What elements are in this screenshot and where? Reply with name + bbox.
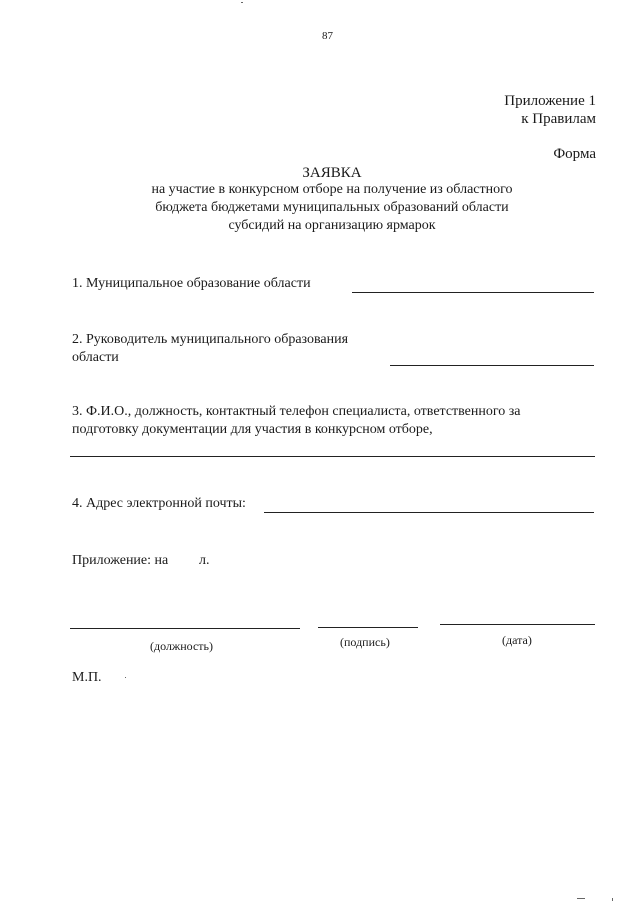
scan-speck	[241, 2, 243, 3]
title-heading: ЗАЯВКА	[302, 165, 362, 181]
item4-fill-line	[264, 512, 594, 513]
date-caption: (дата)	[502, 633, 532, 647]
stamp-label: М.П.	[72, 670, 102, 685]
appendix-line2: к Правилам	[521, 111, 596, 127]
item4-label: 4. Адрес электронной почты:	[72, 496, 246, 511]
scan-speck	[577, 898, 585, 899]
form-label: Форма	[553, 146, 596, 162]
page-number: 87	[322, 30, 333, 42]
item2-label-line2: области	[72, 350, 119, 365]
signature-caption: (подпись)	[340, 635, 390, 649]
title-line1: на участие в конкурсном отборе на получение из областного	[151, 182, 513, 197]
item1-fill-line	[352, 292, 594, 293]
title-line3: субсидий на организацию ярмарок	[228, 218, 436, 233]
position-line	[70, 628, 300, 629]
item3-label-line2: подготовку документации для участия в конкурсном отборе,	[72, 422, 433, 437]
position-caption: (должность)	[150, 639, 213, 653]
signature-line	[318, 627, 418, 628]
scan-speck	[125, 677, 126, 678]
item2-fill-line	[390, 365, 594, 366]
item1-label: 1. Муниципальное образование области	[72, 276, 311, 291]
date-line	[440, 624, 595, 625]
appendix-line1: Приложение 1	[504, 93, 596, 109]
scan-speck	[612, 898, 613, 901]
attachment-label: Приложение: на	[72, 553, 169, 568]
item2-label-line1: 2. Руководитель муниципального образования	[72, 332, 349, 347]
item3-fill-line	[70, 456, 595, 457]
title-line2: бюджета бюджетами муниципальных образований области	[155, 200, 509, 215]
item3-label-line1: 3. Ф.И.О., должность, контактный телефон специалиста, ответственного за	[72, 404, 521, 419]
attachment-suffix: л.	[199, 553, 210, 568]
